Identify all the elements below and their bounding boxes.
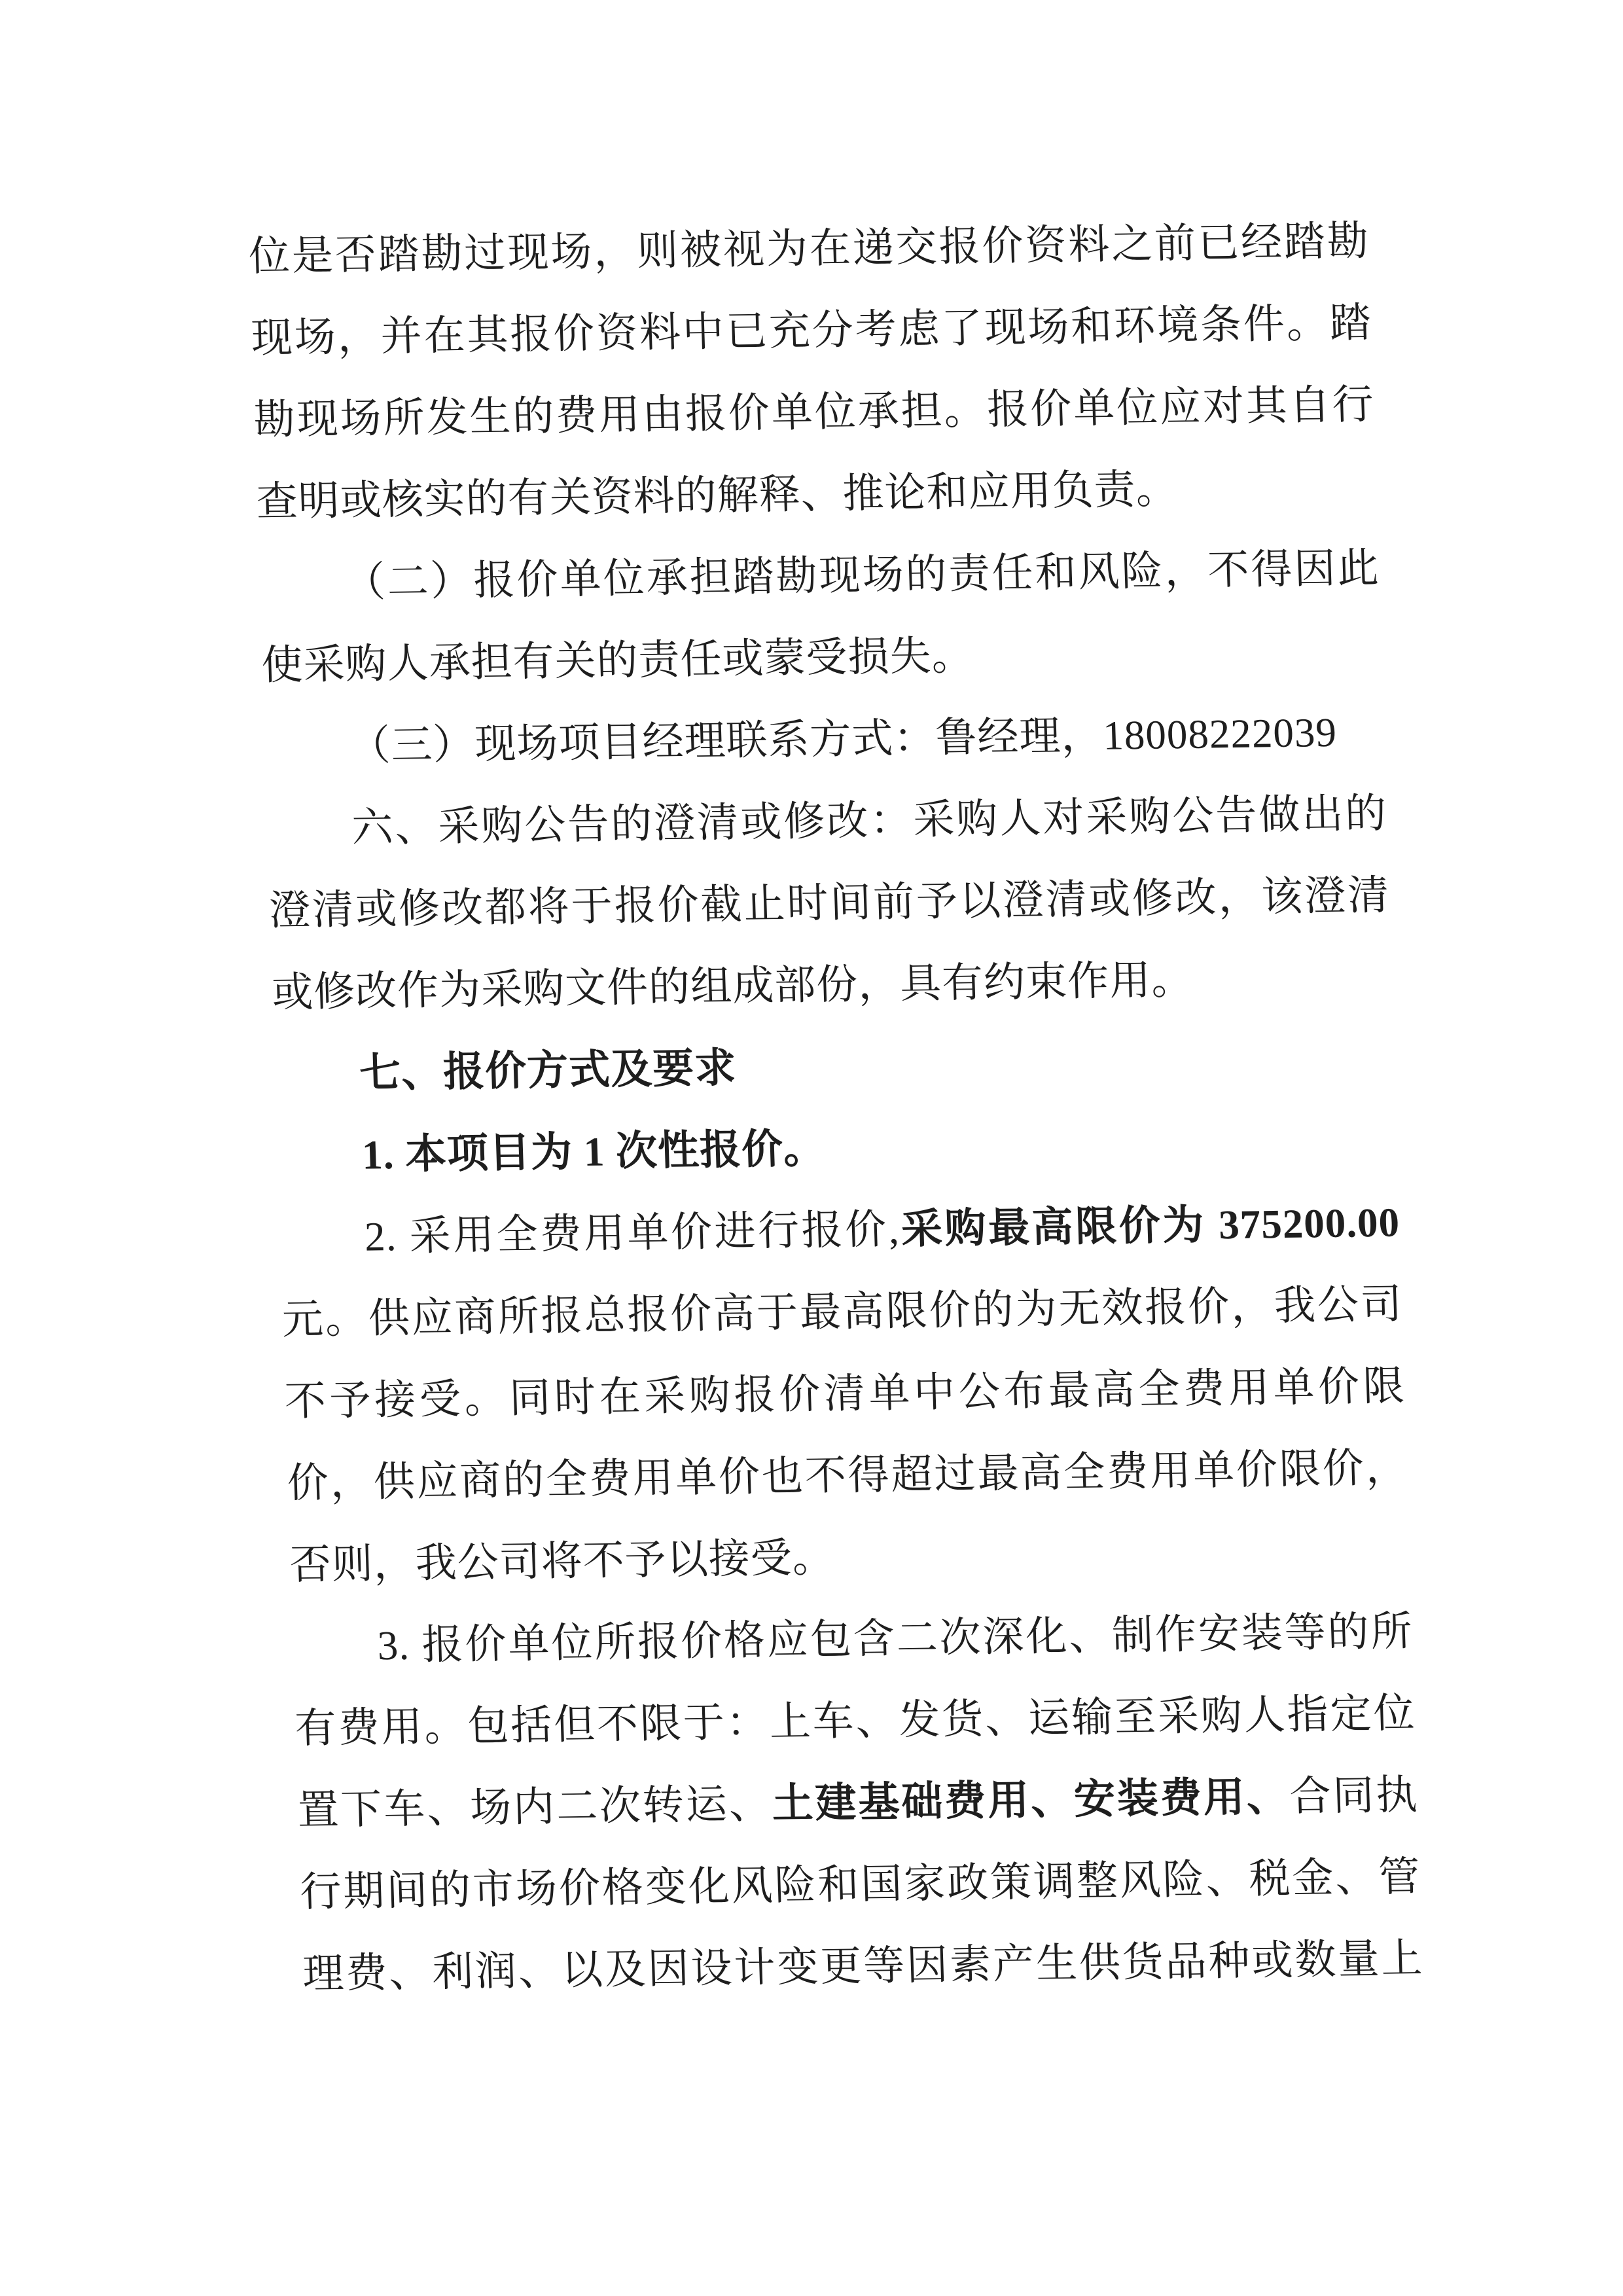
text-line	[289, 1509, 1412, 1606]
text-line	[276, 1100, 1399, 1198]
text-line	[291, 1590, 1414, 1688]
text-line	[265, 773, 1388, 870]
section-heading	[273, 1018, 1396, 1116]
text-line	[247, 200, 1370, 298]
text-segment: （三）现场项目经理联系方式：鲁经理，18008222039	[348, 709, 1338, 769]
text-segment: 否则，我公司将不予以接受。	[289, 1534, 835, 1588]
text-segment-max-price: 采购最高限价为 375200.00	[899, 1199, 1401, 1253]
text-segment: 2. 采用全费用单价进行报价,	[363, 1206, 901, 1260]
text-segment: 元。供应商所报总报价高于最高限价的为无效报价，我公司	[281, 1281, 1403, 1343]
text-block	[247, 200, 1424, 2015]
text-line	[283, 1345, 1406, 1443]
text-line	[286, 1427, 1409, 1524]
text-line	[255, 446, 1378, 543]
text-segment: 勘现场所发生的费用由报价单位承担。报价单位应对其自行	[253, 382, 1375, 443]
text-line	[268, 855, 1391, 952]
text-segment: 行期间的市场价格变化风险和国家政策调整风险、税金、管	[299, 1854, 1421, 1916]
text-segment: 六、采购公告的澄清或修改：采购人对采购公告做出的	[351, 790, 1388, 851]
text-segment: 位是否踏勘过现场，则被视为在递交报价资料之前已经踏勘	[247, 218, 1370, 279]
text-segment: 置下车、场内二次转运、	[296, 1781, 773, 1834]
text-line	[294, 1672, 1417, 1770]
text-segment: 理费、利润、以及因设计变更等因素产生供货品种或数量上	[302, 1935, 1424, 1998]
text-segment: 1. 本项目为 1 次性报价。	[361, 1125, 827, 1178]
text-line	[258, 528, 1381, 625]
text-line	[253, 364, 1376, 461]
text-segment: 不予接受。同时在采购报价清单中公布最高全费用单价限	[283, 1363, 1406, 1425]
text-line	[301, 1918, 1424, 2015]
text-segment: 七、报价方式及要求	[359, 1045, 738, 1096]
text-line-contact	[263, 691, 1386, 789]
text-segment: 使采购人承担有关的责任或蒙受损失。	[260, 632, 974, 689]
text-line	[260, 609, 1383, 707]
text-segment: 3. 报价单位所报价格应包含二次深化、制作安装等的所	[376, 1608, 1414, 1669]
text-line-max-price	[278, 1182, 1401, 1280]
text-segment: 查明或核实的有关资料的解释、推论和应用负责。	[255, 466, 1179, 525]
text-line	[299, 1836, 1422, 1933]
text-line	[281, 1264, 1404, 1361]
text-segment: （二）报价单位承担踏勘现场的责任和风险，不得因此	[343, 545, 1380, 605]
text-segment: 或修改作为采购文件的组成部份，具有约束作用。	[271, 956, 1194, 1016]
text-segment-fee-emphasis: 土建基础费用、安装费用、	[771, 1774, 1291, 1827]
text-segment: 澄清或修改都将于报价截止时间前予以澄清或修改，该澄清	[268, 872, 1391, 934]
text-line	[250, 282, 1373, 380]
text-segment: 合同执	[1289, 1772, 1419, 1820]
text-segment: 有费用。包括但不限于：上车、发货、运输至采购人指定位	[294, 1690, 1416, 1752]
text-segment: 现场，并在其报价资料中已充分考虑了现场和环境条件。踏	[250, 300, 1372, 361]
text-line	[296, 1754, 1419, 1852]
text-segment: 价，供应商的全费用单价也不得超过最高全费用单价限价，	[286, 1444, 1408, 1507]
text-line	[270, 937, 1393, 1034]
